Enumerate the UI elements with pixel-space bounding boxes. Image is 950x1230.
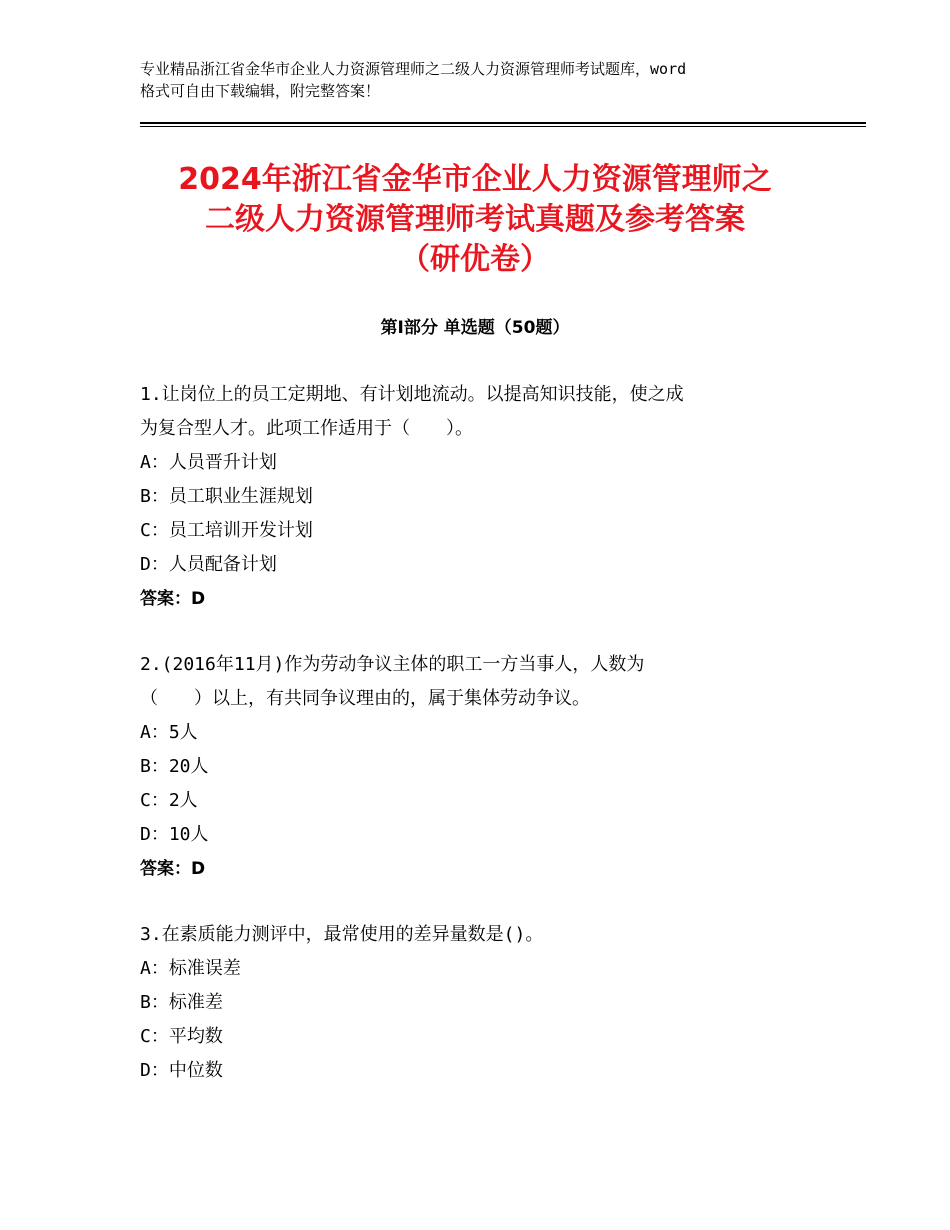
question-stem xyxy=(140,918,830,952)
option-b: B：20人 xyxy=(140,756,209,777)
section-heading: 第Ⅰ部分 单选题（50题） xyxy=(380,318,570,338)
question-stem-line: 为复合型人才。此项工作适用于（ ）。 xyxy=(140,418,473,439)
option-d: D：人员配备计划 xyxy=(140,554,277,575)
question-stem-line: （ ）以上，有共同争议理由的，属于集体劳动争议。 xyxy=(140,688,590,709)
document-title-line-3: （研优卷） xyxy=(400,242,550,277)
document-title-line-2: 二级人力资源管理师考试真题及参考答案 xyxy=(205,202,745,237)
option-c: C：平均数 xyxy=(140,1026,223,1047)
option-c: C：2人 xyxy=(140,790,198,811)
option-b: B：标准差 xyxy=(140,992,223,1013)
question-stem-line: 1.让岗位上的员工定期地、有计划地流动。以提高知识技能，使之成 xyxy=(140,384,684,405)
document-title xyxy=(100,160,850,280)
answer: 答案：D xyxy=(140,589,206,609)
question-stem xyxy=(140,378,830,446)
question-3 xyxy=(140,918,830,1088)
answer: 答案：D xyxy=(140,859,206,879)
question-2 xyxy=(140,648,830,886)
question-stem-line: 3.在素质能力测评中，最常使用的差异量数是()。 xyxy=(140,924,544,945)
header-note-line-2: 格式可自由下载编辑，附完整答案！ xyxy=(140,82,381,100)
option-a: A：标准误差 xyxy=(140,958,241,979)
header-note xyxy=(140,58,830,102)
header-note-line-1: 专业精品浙江省金华市企业人力资源管理师之二级人力资源管理师考试题库，word xyxy=(140,60,687,78)
question-1 xyxy=(140,378,830,616)
header-divider-thin xyxy=(140,126,866,127)
question-stem xyxy=(140,648,830,716)
option-d: D：10人 xyxy=(140,824,209,845)
header-divider-thick xyxy=(140,122,866,124)
question-stem-line: 2.(2016年11月)作为劳动争议主体的职工一方当事人，人数为 xyxy=(140,654,645,675)
question-list xyxy=(140,378,830,1120)
document-title-line-1: 2024年浙江省金华市企业人力资源管理师之 xyxy=(178,162,772,197)
option-a: A：人员晋升计划 xyxy=(140,452,277,473)
option-a: A：5人 xyxy=(140,722,198,743)
option-d: D：中位数 xyxy=(140,1060,223,1081)
option-b: B：员工职业生涯规划 xyxy=(140,486,313,507)
option-c: C：员工培训开发计划 xyxy=(140,520,313,541)
